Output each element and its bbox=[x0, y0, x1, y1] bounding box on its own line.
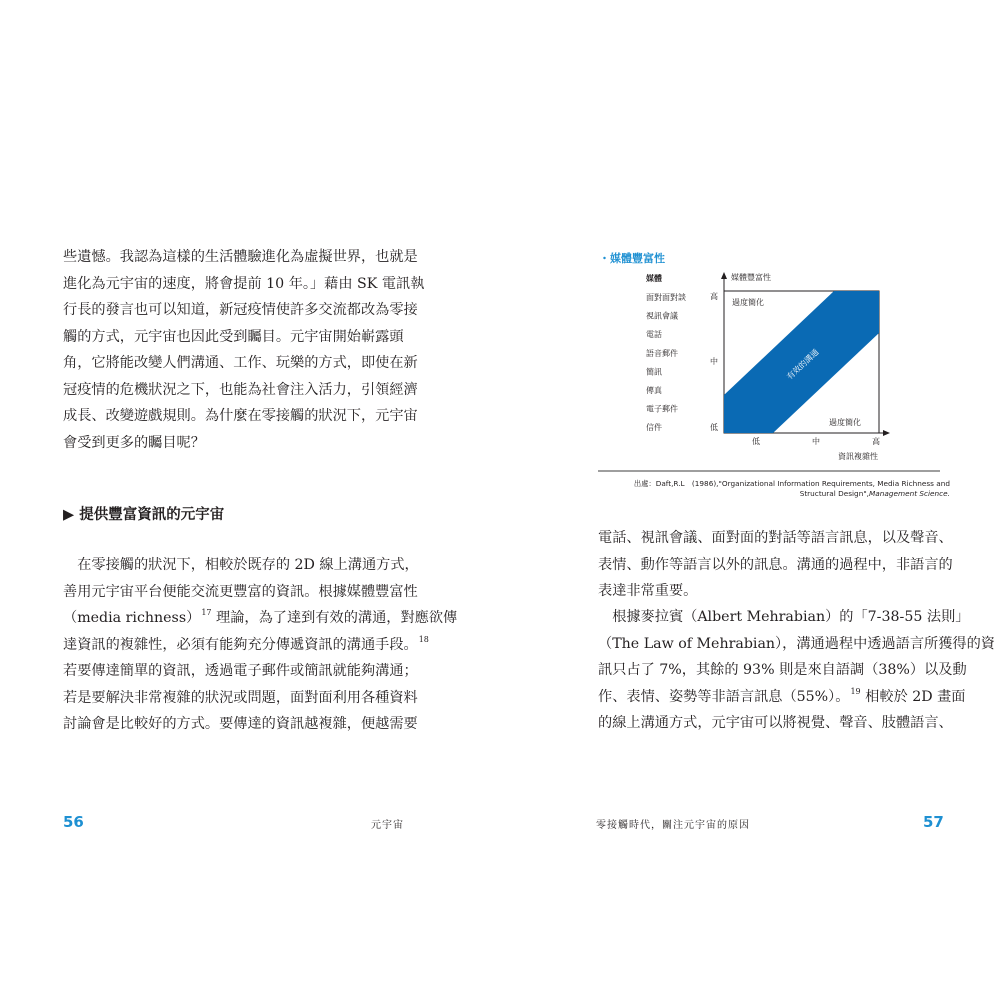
text-line bbox=[598, 684, 995, 711]
x-level-label: 高 bbox=[872, 437, 880, 446]
text-line: （The Law of Mehrabian），溝通過程中透過語言所獲得的資 bbox=[598, 635, 995, 652]
text-line: 些遺憾。我認為這樣的生活體驗進化為虛擬世界，也就是 bbox=[63, 249, 418, 265]
left-paragraph-2 bbox=[63, 552, 457, 738]
figure-source bbox=[620, 479, 950, 499]
text-fragment: 達資訊的複雜性，必須有能夠充分傳遞資訊的溝通手段。 bbox=[63, 636, 418, 653]
y-axis-arrow bbox=[721, 272, 727, 279]
lower-region-label: 過度簡化 bbox=[829, 418, 861, 427]
text-line: 進化為元宇宙的速度，將會提前 10 年。」藉由 SK 電訊執 bbox=[63, 275, 425, 292]
page-number-right: 57 bbox=[923, 813, 944, 831]
text-line: 根據麥拉賓（Albert Mehrabian）的「7-38-55 法則」 bbox=[598, 609, 970, 625]
text-line: 討論會是比較好的方式。要傳達的資訊越複雜，便越需要 bbox=[63, 716, 418, 732]
text-line: 行長的發言也可以知道，新冠疫情使許多交流都改為零接 bbox=[63, 302, 418, 318]
band-label: 有效的溝通 bbox=[785, 347, 821, 382]
source-line-2 bbox=[620, 489, 950, 499]
source-text: Structural Design", bbox=[799, 489, 869, 498]
page-number-left: 56 bbox=[63, 813, 84, 831]
media-item: 簡訊 bbox=[646, 367, 662, 377]
text-line: 若是要解決非常複雜的狀況或問題，面對面利用各種資料 bbox=[63, 689, 418, 706]
footnote-ref-19[interactable]: 19 bbox=[850, 686, 861, 696]
footnote-ref-18[interactable]: 18 bbox=[418, 634, 429, 644]
text-line: 表情、動作等語言以外的訊息。溝通的過程中，非語言的 bbox=[598, 556, 953, 573]
right-paragraph-1 bbox=[598, 525, 953, 605]
text-line: 表達非常重要。 bbox=[598, 583, 698, 599]
x-axis-arrow bbox=[883, 430, 890, 436]
media-header: 媒體 bbox=[646, 274, 662, 283]
text-line bbox=[63, 632, 457, 659]
text-line: 若要傳達簡單的資訊，透過電子郵件或簡訊就能夠溝通； bbox=[63, 663, 418, 679]
text-line: 在零接觸的狀況下，相較於既存的 2D 線上溝通方式， bbox=[63, 557, 419, 573]
running-head-left: 元宇宙 bbox=[371, 820, 404, 831]
media-item: 視訊會議 bbox=[646, 311, 678, 321]
text-fragment: （media richness） bbox=[63, 610, 201, 626]
y-level-label: 中 bbox=[710, 357, 718, 366]
y-level-label: 高 bbox=[710, 292, 718, 301]
x-level-label: 低 bbox=[752, 437, 760, 446]
running-head-right: 零接觸時代，關注元宇宙的原因 bbox=[596, 820, 750, 831]
upper-region-label: 過度簡化 bbox=[732, 298, 764, 307]
source-journal: Management Science. bbox=[869, 489, 950, 498]
left-paragraph-1 bbox=[63, 244, 424, 456]
right-page bbox=[500, 0, 1000, 1000]
figure-divider bbox=[598, 470, 940, 472]
text-line: 電話、視訊會議、面對面的對話等語言訊息，以及聲音、 bbox=[598, 530, 953, 546]
text-line bbox=[63, 605, 457, 632]
media-item: 電子郵件 bbox=[646, 404, 678, 414]
text-fragment: 理論，為了達到有效的溝通，對應欲傳 bbox=[211, 610, 458, 626]
media-item: 傳真 bbox=[646, 386, 662, 395]
section-heading: ▶ 提供豐富資訊的元宇宙 bbox=[63, 507, 225, 523]
text-line: 訊只占了 7%，其餘的 93% 則是來自語調（38%）以及動 bbox=[598, 662, 967, 678]
source-line-1: 出處：Daft,R.L (1986),"Organizational Information Requirements, Media Richness and bbox=[633, 479, 950, 488]
text-line: 的線上溝通方式，元宇宙可以將視覺、聲音、肢體語言、 bbox=[598, 715, 953, 731]
media-item: 語音郵件 bbox=[646, 348, 678, 358]
y-level-label: 低 bbox=[710, 423, 718, 432]
text-line: 角，它將能改變人們溝通、工作、玩樂的方式，即使在新 bbox=[63, 355, 418, 371]
media-item: 電話 bbox=[646, 330, 662, 340]
text-line: 冠疫情的危機狀況之下，也能為社會注入活力，引領經濟 bbox=[63, 381, 418, 398]
figure-title: ・媒體豐富性 bbox=[599, 252, 665, 265]
media-list bbox=[646, 292, 686, 432]
y-levels bbox=[710, 291, 718, 432]
x-level-label: 中 bbox=[812, 437, 820, 446]
media-richness-chart bbox=[640, 265, 945, 465]
media-item: 面對面對談 bbox=[646, 293, 686, 302]
y-axis-label: 媒體豐富性 bbox=[731, 273, 771, 282]
footnote-ref-17[interactable]: 17 bbox=[201, 608, 212, 617]
text-line: 善用元宇宙平台便能交流更豐富的資訊。根據媒體豐富性 bbox=[63, 583, 418, 600]
text-line: 觸的方式，元宇宙也因此受到矚目。元宇宙開始嶄露頭 bbox=[63, 328, 404, 345]
text-line: 成長、改變遊戲規則。為什麼在零接觸的狀況下，元宇宙 bbox=[63, 408, 418, 424]
text-fragment: 相較於 2D 畫面 bbox=[860, 688, 966, 705]
right-paragraph-2 bbox=[598, 604, 995, 737]
x-levels bbox=[752, 436, 880, 446]
text-fragment: 作、表情、姿勢等非語言訊息（55%）。 bbox=[598, 688, 850, 705]
x-axis-label: 資訊複雜性 bbox=[838, 452, 878, 461]
text-line: 會受到更多的矚目呢？ bbox=[63, 434, 205, 451]
media-item: 信件 bbox=[646, 423, 662, 433]
